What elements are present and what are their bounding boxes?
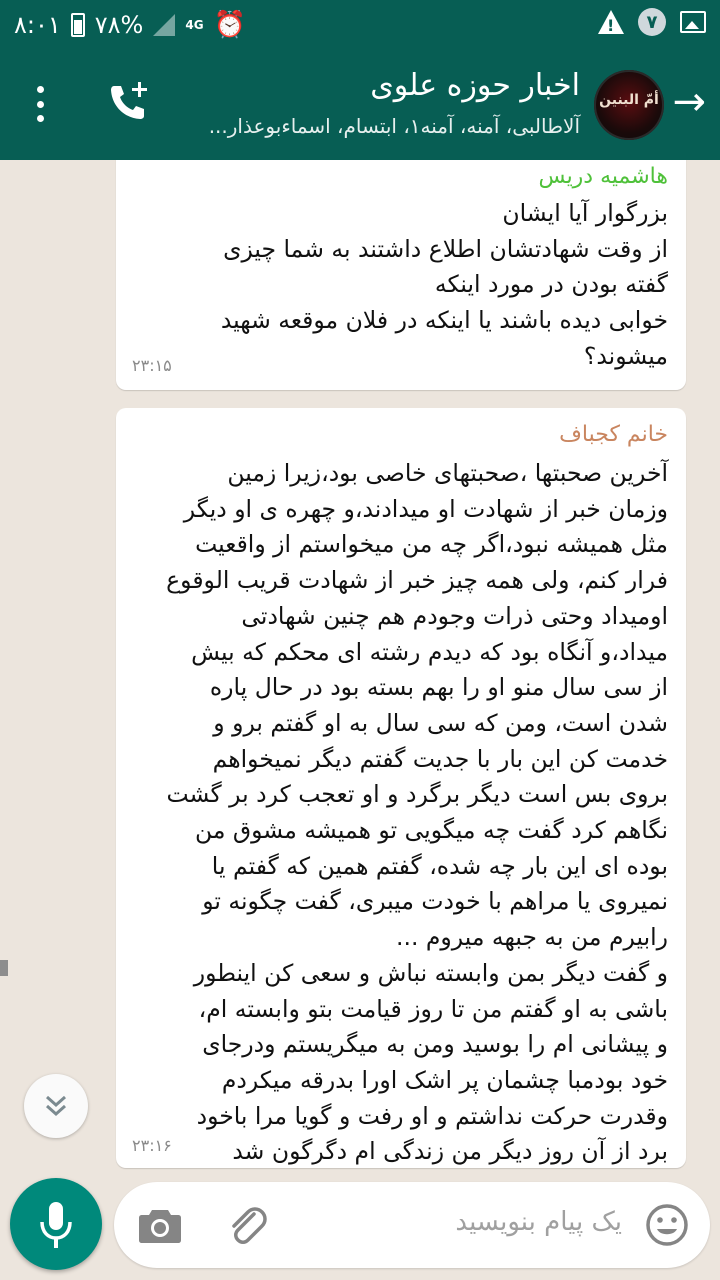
signal-icon bbox=[153, 14, 175, 36]
warning-icon: ! bbox=[598, 10, 624, 34]
scroll-indicator bbox=[0, 960, 8, 976]
status-right bbox=[598, 8, 706, 36]
status-bar bbox=[0, 0, 720, 48]
more-vert-icon[interactable] bbox=[34, 86, 46, 122]
message-sender: هاشمیه دریس bbox=[538, 164, 668, 189]
chat-area[interactable] bbox=[0, 160, 720, 1180]
attach-icon[interactable] bbox=[224, 1202, 270, 1248]
emoji-icon[interactable] bbox=[644, 1202, 690, 1248]
image-icon bbox=[680, 11, 706, 33]
group-participants[interactable]: آلاطالبی، آمنه، آمنه۱، ابتسام، اسماءبوعذار... bbox=[208, 114, 580, 138]
back-arrow-icon[interactable]: → bbox=[672, 79, 706, 125]
camera-icon[interactable] bbox=[138, 1204, 182, 1244]
chat-header bbox=[0, 48, 720, 160]
battery-percent: ۷۸% bbox=[94, 11, 144, 39]
message-placeholder: یک پیام بنویسید bbox=[455, 1207, 622, 1237]
avatar-logo-text: أمّ البنين bbox=[599, 92, 659, 108]
group-avatar[interactable] bbox=[594, 70, 664, 140]
add-call-icon[interactable] bbox=[104, 78, 152, 126]
group-title[interactable]: اخبار حوزه علوی bbox=[370, 68, 580, 103]
alarm-icon: ⏰ bbox=[213, 10, 246, 40]
notification-badge: ۷ bbox=[638, 8, 666, 36]
battery-icon bbox=[71, 13, 85, 37]
message-bubble[interactable] bbox=[116, 408, 686, 1168]
network-type: 4G bbox=[185, 18, 204, 32]
message-input[interactable] bbox=[114, 1182, 710, 1268]
message-time: ۲۳:۱۵ bbox=[132, 356, 172, 375]
message-sender: خانم کجباف bbox=[559, 422, 668, 447]
scroll-down-icon[interactable] bbox=[24, 1074, 88, 1138]
status-left bbox=[14, 10, 246, 40]
clock: ۸:۰۱ bbox=[14, 11, 61, 39]
message-text: آخرین صحبتها ،صحبتهای خاصی بود،زیرا زمین وزمان خبر از شهادت او میدادند،و چهره ی او دیگر مثل همیشه نبود،اگر چه من میخواستم از واقعیت فرار کنم، ولی همه چیز خبر از شهادت قریب الوقوع اومیداد وحتی ذرات وجودم هم چنین شهادتی میداد،و آنگاه بود که دیدم رشته ای محکم که بیش از سی سال منو او را بهم بسته بود در حال پاره شدن است، ومن که سی سال به او گفتم برو و خدمت کن این بار با جدیت گفتم دیگر نمیخواهم بروی بس است دیگر برگرد و او تعجب کرد بر گشت نگاهم کرد گفت چه میگویی تو همیشه مشوق من بوده ای این بار چه شده، گفتم همین که گفتم یا نمیروی یا مراهم با خودت میبری، گفت چگونه تو رابیرم من به جبهه میروم ... و گفت دیگر بمن وابسته نباش و سعی کن اینطور باشی به او گفتم من تا روز قیامت بتو وابسته ام، و پیشانی ام را بوسید ومن به میگریستم ودرجای خود بودمبا چشمان پر اشک اورا بدرقه میکردم وقدرت حرکت نداشتم و او رفت و گویا مرا باخود برد از آن روز دیگر من زندگی ام دگرگون شد bbox=[166, 459, 668, 1166]
message-text: بزرگوار آیا ایشان از وقت شهادتشان اطلاع داشتند به شما چیزی گفته بودن در مورد اینکه خوابی دیده باشند یا اینکه در فلان موقعه شهید میشوند؟ bbox=[220, 199, 668, 370]
message-bubble[interactable] bbox=[116, 160, 686, 390]
message-time: ۲۳:۱۶ bbox=[132, 1136, 172, 1155]
mic-icon bbox=[10, 1178, 102, 1270]
mic-button[interactable] bbox=[10, 1178, 102, 1270]
